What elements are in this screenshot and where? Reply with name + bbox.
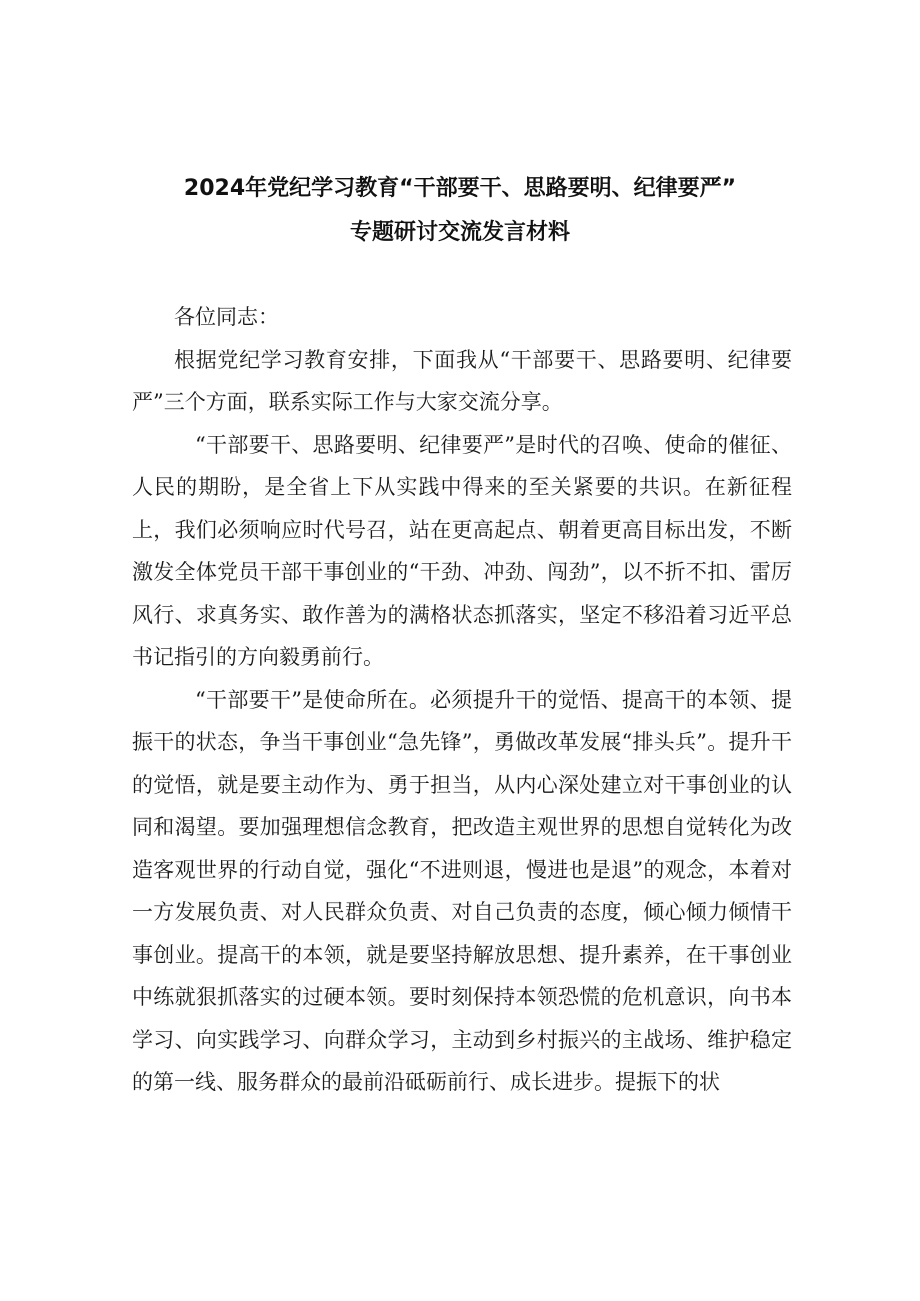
paragraph-intro: 根据党纪学习教育安排，下面我从“干部要干、思路要明、纪律要严”三个方面，联系实际工作与大家交流分享。 — [132, 347, 792, 414]
title-line-2: 专题研讨交流发言材料 — [349, 220, 570, 245]
document-title — [0, 167, 920, 255]
title-line-1: 2024年党纪学习教育“干部要干、思路要明、纪律要严” — [183, 176, 737, 201]
paragraph-overview: “干部要干、思路要明、纪律要严”是时代的召唤、使命的催征、人民的期盼，是全省上下从实践中得来的至关紧要的共识。在新征程上，我们必须响应时代号召，站在更高起点、朝着更高目标出发，不断激发全体党员干部干事创业的“干劲、冲劲、闯劲”，以不折不扣、雷厉风行、求真务实、敢作善为的满格状态抓落实，坚定不移沿着习近平总书记指引的方向毅勇前行。 — [132, 432, 792, 669]
greeting: 各位同志： — [174, 305, 279, 329]
paragraph-cadres-must-act: “干部要干”是使命所在。必须提升干的觉悟、提高干的本领、提振干的状态，争当干事创业“急先锋”，勇做改革发展“排头兵”。提升干的觉悟，就是要主动作为、勇于担当，从内心深处建立对干事创业的认同和渴望。要加强理想信念教育，把改造主观世界的思想自觉转化为改造客观世界的行动自觉，强化“不进则退，慢进也是退”的观念，本着对一方发展负责、对人民群众负责、对自己负责的态度，倾心倾力倾情干事创业。提高干的本领，就是要坚持解放思想、提升素养，在干事创业中练就狠抓落实的过硬本领。要时刻保持本领恐慌的危机意识，向书本学习、向实践学习、向群众学习，主动到乡村振兴的主战场、维护稳定的第一线、服务群众的最前沿砥砺前行、成长进步。提振下的状 — [132, 687, 792, 1094]
document-body — [132, 296, 792, 1104]
